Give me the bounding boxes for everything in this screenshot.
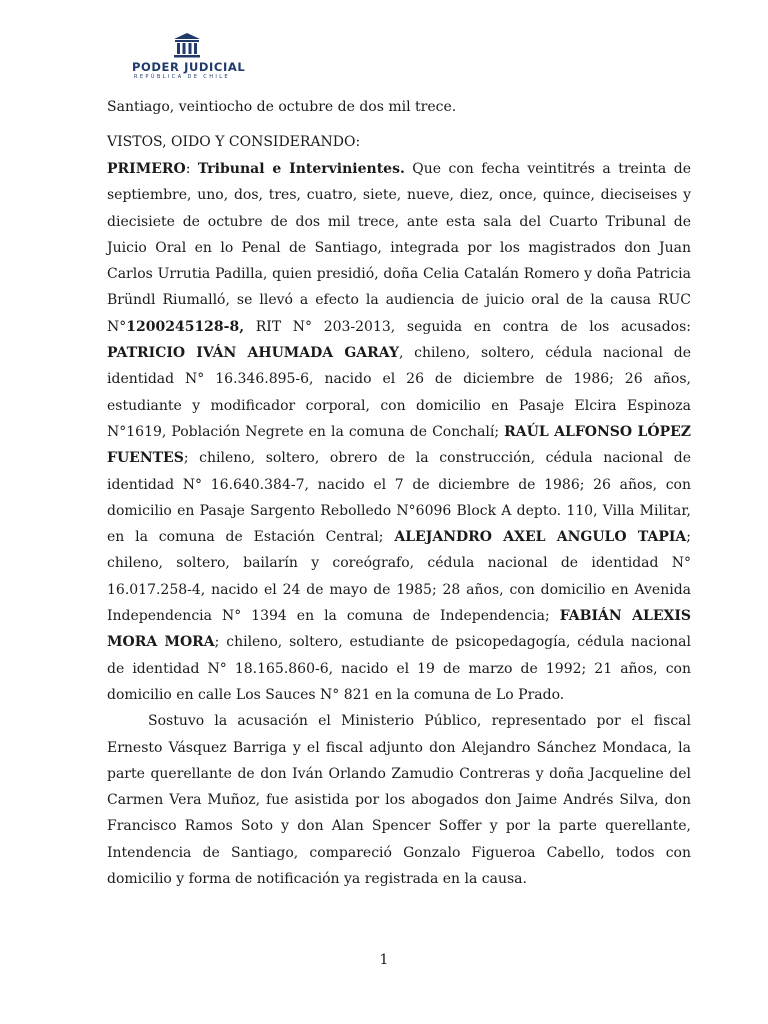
accused-name: RAÚL ALFONSO LÓPEZ FUENTES bbox=[107, 423, 692, 467]
page-number: 1 bbox=[379, 952, 389, 968]
courthouse-icon bbox=[172, 32, 202, 60]
paragraph-text: ; chileno, soltero, obrero de la construcción, cédula nacional de identidad N° 16.640.384-7, nacido el 7 de diciembre de 1986; 26 años, con domicilio en Pasaje Sargento Rebolledo N°6096 Block A depto. 110, Villa Militar, en la comuna de Estación Central; bbox=[107, 450, 691, 546]
paragraph-text: , chileno, soltero, cédula nacional de identidad N° 16.346.895-6, nacido el 26 de diciembre de 1986; 26 años, estudiante y modificador corporal, con domicilio en Pasaje Elcira Espinoza N°1619, Población Negrete en la comuna de Conchalí; bbox=[107, 345, 691, 440]
paragraph-subtitle: Tribunal e Intervinientes. bbox=[197, 161, 405, 177]
accused-name: FABIÁN ALEXIS MORA MORA bbox=[107, 608, 692, 651]
ruc-number: 1200245128-8, bbox=[126, 318, 245, 335]
paragraph-text: ; chileno, soltero, bailarín y coreógrafo, cédula nacional de identidad N° 16.017.258-4, nacido el 24 de mayo de 1985; 28 años, con domicilio en Avenida Independencia N° 1394 en la comuna de Independencia; bbox=[107, 529, 692, 625]
poder-judicial-logo bbox=[130, 32, 248, 80]
paragraph-acusacion: Sostuvo la acusación el Ministerio Público, representado por el fiscal Ernesto Vásquez Barriga y el fiscal adjunto don Alejandro Sánchez Mondaca, la parte querellante de don Iván Orlando Zamudio Contreras y doña Jacqueline del Carmen Vera Muñoz, fue asistida por los abogados don Jaime Andrés Silva, don Francisco Ramos Soto y don Alan Spencer Soffer y por la parte querellante, Intendencia de Santiago, compareció Gonzalo Figueroa Cabello, todos con domicilio y forma de notificación ya registrada en la causa. bbox=[107, 713, 691, 888]
logo-title: PODER JUDICIAL bbox=[132, 60, 246, 74]
section-heading: VISTOS, OIDO Y CONSIDERANDO: bbox=[107, 134, 361, 150]
paragraph-label: PRIMERO bbox=[107, 161, 186, 177]
logo-subtitle: REPÚBLICA DE CHILE bbox=[134, 74, 230, 80]
accused-name: PATRICIO IVÁN AHUMADA GARAY bbox=[107, 345, 399, 362]
paragraph-text: ; chileno, soltero, estudiante de psicopedagogía, cédula nacional de identidad N° 18.165.860-6, nacido el 19 de marzo de 1992; 21 años, con domicilio en calle Los Sauces N° 821 en la comuna de Lo Prado. bbox=[107, 634, 691, 703]
date-line: Santiago, veintiocho de octubre de dos mil trece. bbox=[107, 99, 457, 115]
paragraph-primero bbox=[107, 156, 691, 708]
label-colon: : bbox=[185, 161, 198, 177]
paragraph-text: RIT N° 203-2013, seguida en contra de los acusados: bbox=[244, 318, 691, 335]
accused-name: ALEJANDRO AXEL ANGULO TAPIA bbox=[394, 529, 687, 546]
document-body bbox=[107, 156, 691, 892]
paragraph-text: Que con fecha veintitrés a treinta de septiembre, uno, dos, tres, cuatro, siete, nueve, diez, once, quince, dieciseises y diecisiete de octubre de dos mil trece, ante esta sala del Cuarto Tribunal de Juicio Oral en lo Penal de Santiago, integrada por los magistrados don Juan Carlos Urrutia Padilla, quien presidió, doña Celia Catalán Romero y doña Patricia Bründl Riumalló, se llevó a efecto la audiencia de juicio oral de la causa RUC N° bbox=[107, 161, 691, 335]
